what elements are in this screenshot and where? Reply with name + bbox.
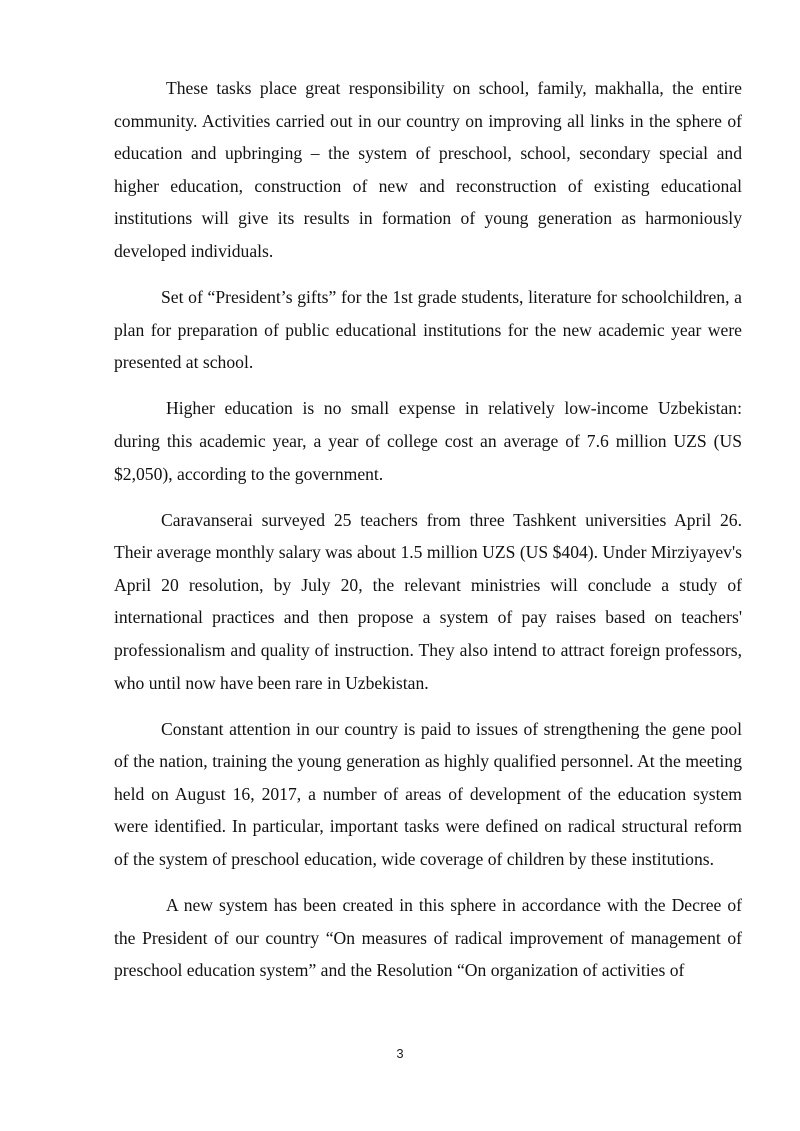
paragraph-2: Set of “President’s gifts” for the 1st grade students, literature for schoolchildren, a plan for preparation of public educational institutions for the new academic year were presented at school.	[114, 287, 742, 373]
paragraph-3: Higher education is no small expense in relatively low-income Uzbekistan: during this academic year, a year of college cost an average of 7.6 million UZS (US $2,050), according to the government.	[114, 398, 742, 484]
page-number: 3	[396, 1046, 404, 1061]
paragraph-5: Constant attention in our country is paid to issues of strengthening the gene pool of the nation, training the young generation as highly qualified personnel. At the meeting held on August 16, 2017, a number of areas of development of the education system were identified. In particular, important tasks were defined on radical structural reform of the system of preschool education, wide coverage of children by these institutions.	[114, 718, 742, 870]
paragraph-1: These tasks place great responsibility on school, family, makhalla, the entire community. Activities carried out in our country on improving all links in the sphere of education and upbringing – the system of preschool, school, secondary special and higher education, construction of new and reconstruction of existing educational institutions will give its results in formation of young generation as harmoniously developed individuals.	[114, 78, 742, 261]
document-body	[114, 72, 742, 1000]
paragraph-6: A new system has been created in this sphere in accordance with the Decree of the President of our country “On measures of radical improvement of management of preschool education system” and the Resolution “On organization of activities of	[114, 895, 742, 981]
paragraph-4: Caravanserai surveyed 25 teachers from three Tashkent universities April 26. Their average monthly salary was about 1.5 million UZS (US $404). Under Mirziyayev's April 20 resolution, by July 20, the relevant ministries will conclude a study of international practices and then propose a system of pay raises based on teachers' professionalism and quality of instruction. They also intend to attract foreign professors, who until now have been rare in Uzbekistan.	[114, 509, 742, 693]
